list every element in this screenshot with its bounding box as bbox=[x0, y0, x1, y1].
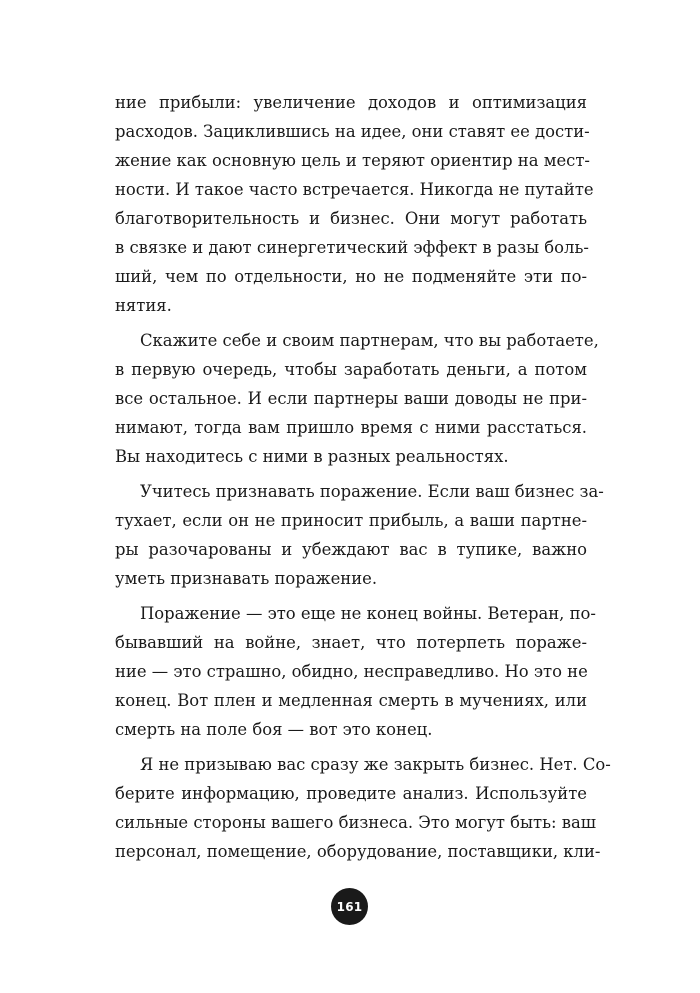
text-line: Я не призываю вас сразу же закрыть бизнес. Нет. Со- bbox=[140, 755, 611, 774]
text-line: смерть на поле боя — вот это конец. bbox=[115, 720, 433, 739]
text-line: уметь признавать поражение. bbox=[115, 569, 378, 588]
text-line: берите информацию, проведите анализ. Используйте bbox=[115, 784, 587, 803]
text-line: ние прибыли: увеличение доходов и оптимизация bbox=[115, 93, 587, 112]
text-line: бывавший на войне, знает, что потерпеть пораже- bbox=[115, 633, 587, 652]
paragraph-1 bbox=[115, 88, 594, 320]
text-line: Учитесь признавать поражение. Если ваш бизнес за- bbox=[140, 482, 604, 501]
paragraph-3 bbox=[115, 477, 604, 593]
text-line: ры разочарованы и убеждают вас в тупике, важно bbox=[115, 540, 587, 559]
text-line: персонал, помещение, оборудование, поставщики, кли- bbox=[115, 842, 601, 861]
text-line: ности. И такое часто встречается. Никогда не путайте bbox=[115, 180, 594, 199]
text-line: тухает, если он не приносит прибыль, а ваши партне- bbox=[115, 511, 587, 530]
text-line: Скажите себе и своим партнерам, что вы работаете, bbox=[140, 331, 599, 350]
text-line: жение как основную цель и теряют ориентир на мест- bbox=[115, 151, 590, 170]
text-line: все остальное. И если партнеры ваши доводы не при- bbox=[115, 389, 587, 408]
text-line: нимают, тогда вам пришло время с ними расстаться. bbox=[115, 418, 587, 437]
body-text bbox=[115, 88, 611, 866]
paragraph-5 bbox=[115, 750, 611, 866]
paragraph-4 bbox=[115, 599, 596, 744]
text-line: благотворительность и бизнес. Они могут работать bbox=[115, 209, 587, 228]
text-line: сильные стороны вашего бизнеса. Это могут быть: ваш bbox=[115, 813, 596, 832]
text-line: Вы находитесь с ними в разных реальностях. bbox=[115, 447, 509, 466]
text-line: в связке и дают синергетический эффект в разы боль- bbox=[115, 238, 589, 257]
page-number: 161 bbox=[331, 888, 368, 925]
text-line: ший, чем по отдельности, но не подменяйте эти по- bbox=[115, 267, 587, 286]
text-line: Поражение — это еще не конец войны. Ветеран, по- bbox=[140, 604, 596, 623]
text-line: нятия. bbox=[115, 296, 172, 315]
text-line: конец. Вот плен и медленная смерть в мучениях, или bbox=[115, 691, 587, 710]
text-line: расходов. Зациклившись на идее, они ставят ее дости- bbox=[115, 122, 590, 141]
text-line: ние — это страшно, обидно, несправедливо. Но это не bbox=[115, 662, 588, 681]
text-line: в первую очередь, чтобы заработать деньги, а потом bbox=[115, 360, 587, 379]
paragraph-2 bbox=[115, 326, 599, 471]
